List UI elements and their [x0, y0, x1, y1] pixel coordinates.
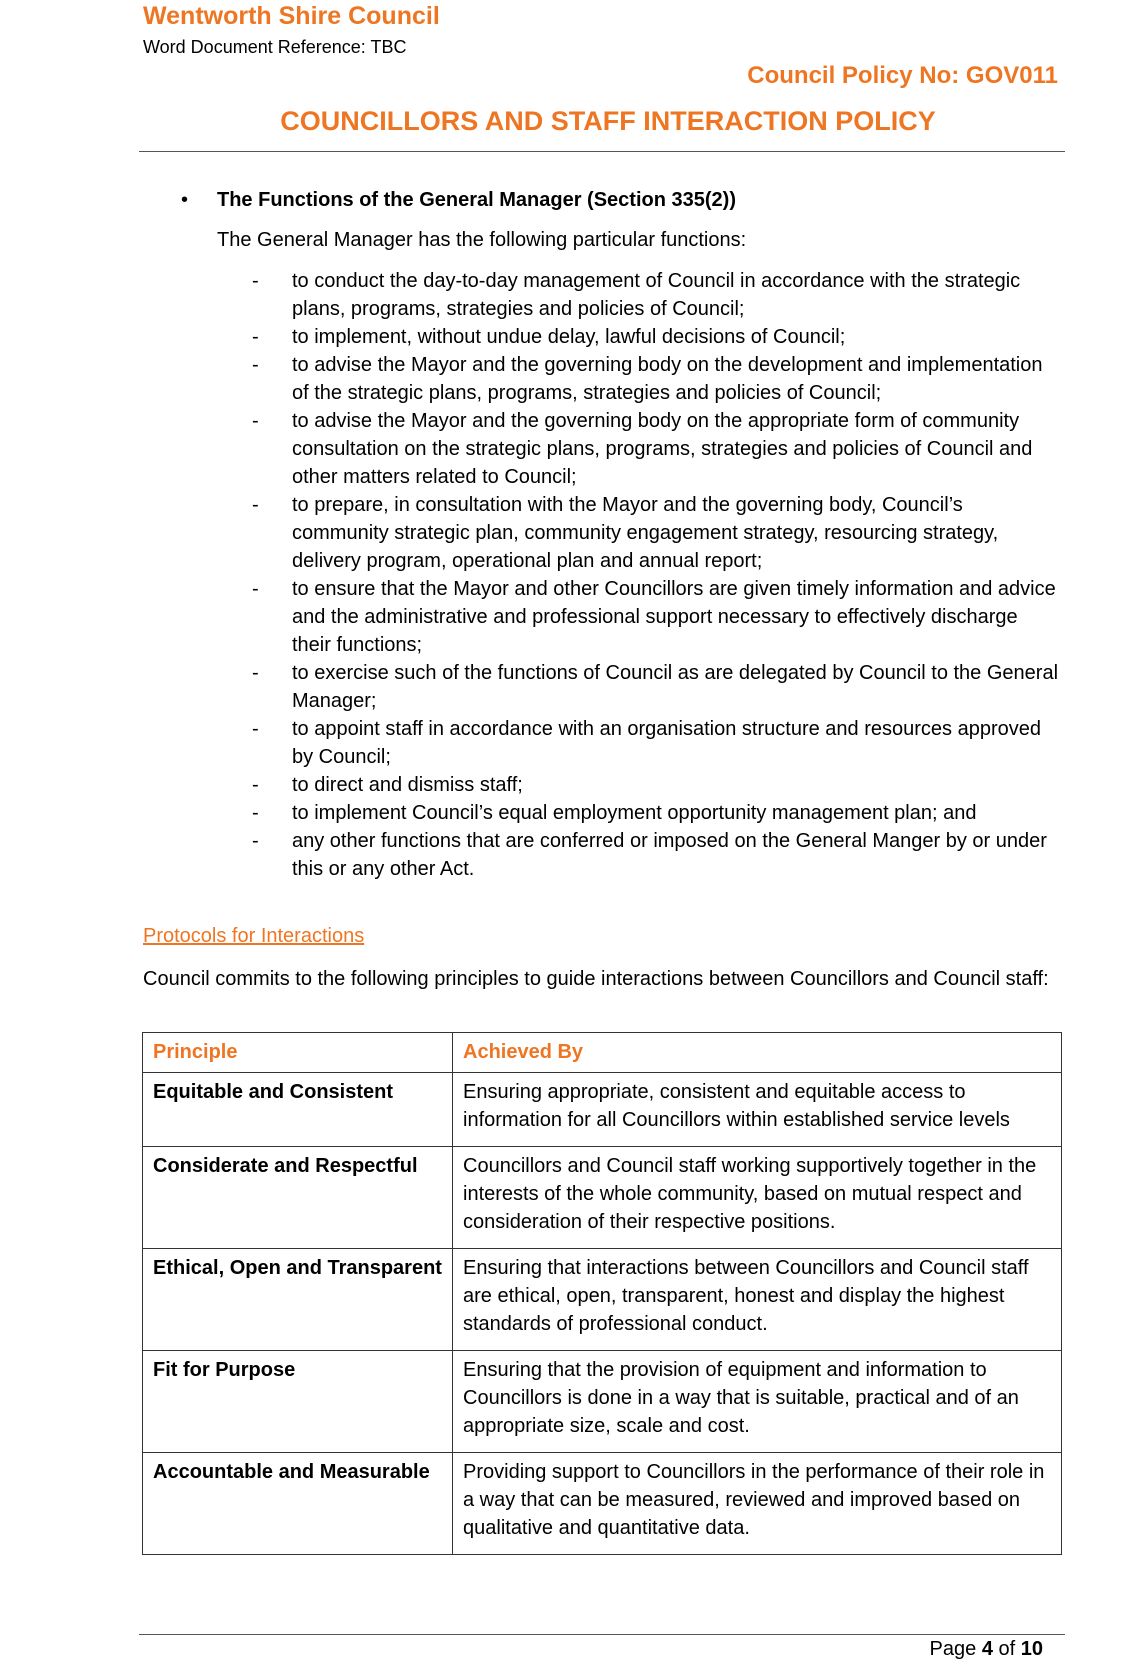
dash-marker: -	[252, 270, 259, 292]
principle-cell: Equitable and Consistent	[143, 1073, 453, 1147]
principle-cell: Accountable and Measurable	[143, 1453, 453, 1555]
column-header-achieved-by: Achieved By	[453, 1033, 1062, 1073]
list-item	[252, 659, 1062, 715]
function-text: to ensure that the Mayor and other Councillors are given timely information and advice and the administrative and professional support necessary to effectively discharge their functions;	[292, 578, 1056, 656]
list-item	[252, 323, 1062, 351]
list-item	[252, 827, 1062, 883]
bullet-marker: •	[181, 189, 189, 211]
function-text: any other functions that are conferred or imposed on the General Manger by or under this or any other Act.	[292, 830, 1047, 880]
achieved-by-cell: Ensuring appropriate, consistent and equitable access to information for all Councillors within established service levels	[453, 1073, 1062, 1147]
function-text: to exercise such of the functions of Council as are delegated by Council to the General Manager;	[292, 662, 1059, 712]
principle-cell: Ethical, Open and Transparent	[143, 1249, 453, 1351]
protocols-intro: Council commits to the following principles to guide interactions between Councillors and Council staff:	[143, 968, 1049, 990]
page-current: 4	[981, 1638, 993, 1660]
header-divider	[139, 151, 1065, 152]
function-text: to advise the Mayor and the governing body on the development and implementation of the strategic plans, programs, strategies and policies of Council;	[292, 354, 1043, 404]
table-row	[143, 1351, 1062, 1453]
page-of: of	[998, 1638, 1016, 1660]
dash-marker: -	[252, 494, 259, 516]
table-row	[143, 1453, 1062, 1555]
function-text: to advise the Mayor and the governing body on the appropriate form of community consultation on the strategic plans, programs, strategies and policies of Council and other matters related to Council;	[292, 410, 1033, 488]
list-item	[252, 351, 1062, 407]
dash-marker: -	[252, 326, 259, 348]
policy-number: Council Policy No: GOV011	[747, 62, 1058, 89]
principle-cell: Fit for Purpose	[143, 1351, 453, 1453]
table-header-row	[143, 1033, 1062, 1073]
achieved-by-cell: Ensuring that interactions between Councillors and Council staff are ethical, open, transparent, honest and display the highest standards of professional conduct.	[453, 1249, 1062, 1351]
list-item	[252, 267, 1062, 323]
list-item	[252, 575, 1062, 659]
org-name: Wentworth Shire Council	[143, 2, 440, 30]
function-text: to prepare, in consultation with the Mayor and the governing body, Council’s community strategic plan, community engagement strategy, resourcing strategy, delivery program, operational plan and annual report;	[292, 494, 999, 572]
dash-marker: -	[252, 578, 259, 600]
functions-list	[252, 267, 1062, 883]
function-text: to implement, without undue delay, lawful decisions of Council;	[292, 326, 846, 348]
dash-marker: -	[252, 662, 259, 684]
table-row	[143, 1249, 1062, 1351]
list-item	[252, 491, 1062, 575]
column-header-principle: Principle	[143, 1033, 453, 1073]
page-word: Page	[929, 1638, 977, 1660]
principle-cell: Considerate and Respectful	[143, 1147, 453, 1249]
function-text: to direct and dismiss staff;	[292, 774, 523, 796]
dash-marker: -	[252, 354, 259, 376]
function-text: to conduct the day-to-day management of Council in accordance with the strategic plans, programs, strategies and policies of Council;	[292, 270, 1021, 320]
footer-divider	[139, 1634, 1065, 1635]
page-total: 10	[1020, 1638, 1043, 1660]
list-item	[252, 771, 1062, 799]
section-intro: The General Manager has the following particular functions:	[217, 229, 747, 251]
dash-marker: -	[252, 802, 259, 824]
document-reference: Word Document Reference: TBC	[143, 37, 407, 57]
list-item	[252, 407, 1062, 491]
achieved-by-cell: Ensuring that the provision of equipment and information to Councillors is done in a way that is suitable, practical and of an appropriate size, scale and cost.	[453, 1351, 1062, 1453]
dash-marker: -	[252, 410, 259, 432]
achieved-by-cell: Providing support to Councillors in the performance of their role in a way that can be measured, reviewed and improved based on qualitative and quantitative data.	[453, 1453, 1062, 1555]
table-row	[143, 1073, 1062, 1147]
page-number	[930, 1638, 1043, 1661]
table-row	[143, 1147, 1062, 1249]
section-heading: The Functions of the General Manager (Section 335(2))	[217, 189, 736, 211]
list-item	[252, 799, 1062, 827]
dash-marker: -	[252, 718, 259, 740]
document-title: COUNCILLORS AND STAFF INTERACTION POLICY	[280, 106, 936, 136]
dash-marker: -	[252, 774, 259, 796]
function-text: to implement Council’s equal employment opportunity management plan; and	[292, 802, 977, 824]
principles-table	[142, 1032, 1062, 1555]
dash-marker: -	[252, 830, 259, 852]
protocols-heading: Protocols for Interactions	[143, 925, 365, 947]
function-text: to appoint staff in accordance with an organisation structure and resources approved by Council;	[292, 718, 1041, 768]
list-item	[252, 715, 1062, 771]
achieved-by-cell: Councillors and Council staff working supportively together in the interests of the whole community, based on mutual respect and consideration of their respective positions.	[453, 1147, 1062, 1249]
